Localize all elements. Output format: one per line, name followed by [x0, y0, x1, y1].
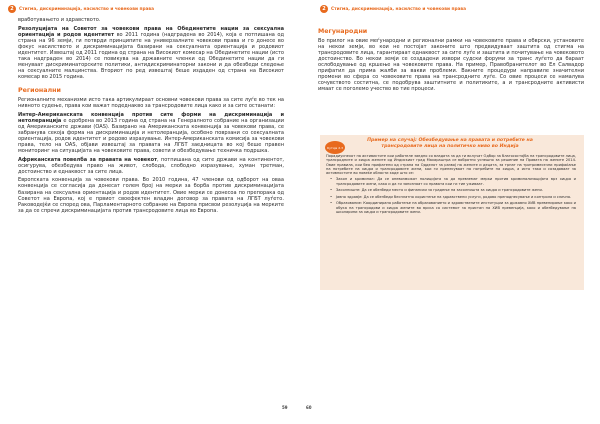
chapter-title: Стигма, дискриминација, насилство и човекови права	[331, 6, 467, 12]
box-title: Пример на случај: Обезбедување на правата и потребите на трансродовите лица на политичко ниво во Индија	[367, 138, 533, 149]
case-study-box	[320, 135, 584, 290]
box-intro: Порадиуспехот на активистите кои работеле заедно со владата за да ги вклучат Одбор за благосостојба на трансродовите лица, трансродните и хиџра жените од Индискиот град Махараштра се вобратно успешно за решение на Правата на жените 2014. Овие правила, кои беа прифатени од страна на Одделот за развој на жените и децата, за трпат на тритримесечни прифаќање на потребите на хиџра и трансродовите жени, кои ги пренесуваат на потребите на хиџра, а исто така и созадоваат за активностите во повеќе области каде што се:	[326, 154, 576, 176]
chapter-title: Стигма, дискриминација, насилство и човекови права	[19, 6, 155, 12]
page-number: 60	[306, 405, 312, 410]
paragraph: Регионалните механизми исто така артикулираат основни човекови права за сите луѓе во тек на нивното судење, права кои важат подеднакво за трансродовите лица како и за сите останати:	[18, 97, 284, 110]
right-page	[300, 0, 600, 424]
paragraph: Африканската повелба за правата на човекот, потпишана од сите држави на континентот, осигурува, обезбедува право на живот, слобода, слободно изразување, хуман третман, достоинство и еднаквост за сите лица.	[18, 156, 284, 175]
paragraph: Европската конвенција за човекови права. Во 2010 година, 47 членови од одборот на оваа конвенција се согласија да донесат голем број на мерки за борба против дискриминацијата базирана на сексуална ориентација и родов идентитет. Овие мерки се донесоа по препорака од Советот на Европа, кој е првиот своефектен владин договор за правата на ЛГБТ луѓето. Раководејќи се според ова, Парламентарното собрание на Европа присвои резолуција на мерките за да се спречи дискриминацијата против трансродовите лица во Европа.	[18, 177, 284, 214]
box-body	[326, 154, 576, 216]
chapter-header	[8, 5, 154, 13]
chapter-header	[320, 5, 466, 13]
chapter-number: 2	[8, 5, 16, 13]
list-item: • Закон и криминал: Да се оневозможат полицијата за да превземат мерки против криминализацијата врз хиџра и трансродовите жени, како и да ги запознаат со правата кои ги тие уживаат.	[336, 177, 576, 186]
box-list	[326, 177, 576, 214]
list-item: • Јавно здравје: Да се обезбеди бесплатно користење на здравствени услуги, родово преподнесување и контрола и слично.	[336, 195, 576, 199]
section-heading: Мегународни	[318, 28, 368, 35]
left-column	[18, 17, 284, 216]
chapter-number: 2	[320, 5, 328, 13]
list-item: • Засолниште: Да се обезбеди место и финансии за градење на засолништа за хиџра и трансродовите жени.	[336, 188, 576, 192]
paragraph: Интер-Американската конвенција против сите форми на дискриминација и нетолеранција е одобрена во 2013 година од страна на Генералното собрание на организации од Американските држави (OAS). Базирано на Американската конвенција за човекови права, се забранува секоја форма на дискриминација и нетолеранција, особено поврзани со сексуалната ориентација, родов идентитет и родово изразување. Интер-Американската комисија за човекови права, тело на OAS, објави извештај за правата на ЛГБТ заедницата во кој беше правен мониторинг на ситуацијата на човековите права, совети и обезбедување техничка подршка.	[18, 111, 284, 155]
paragraph: Резолуцијата на Советот за човекови права на Обединетите нации за сексуална ориентација и родов идентитет во 2011 година (надградена во 2014), која е потпишана од страна на 96 земји, ги потврди принципите на универзалните човекови права и го донесе во фокус насилството и дискриминацијата базирани на сексуалната ориентација и родовиот идентитет. Извештај од 2011 година од страна на Високиот комесар на Обединетите нации (исто така надграден во 2014) се повикува на државните членки од Обединетите нации да ги менуваат дискриминаторските политики, антидискриминаторни закони и да обезбеди следење на сексуалните малцинства. Вториот по ред извештај беше издаден од страна на Високиот комесар во 2015 година.	[18, 25, 284, 81]
right-column	[318, 17, 584, 95]
paragraph: Во прилог на овие меѓународни и регионални рамки на човековите права и обврски, установите на некои земји, во кои не постојат законите што предвидуваат заштита од стигма на трансродовите лица, гарантираат еднаквост за сите луѓе и заштита и почитување на човековото достоинство. Во некои земји се создадени извори судски форуми за транс луѓето да бараат ослободување од кршење на човековите права. На пример, Правобранителот во Ел Салвадор прифатил да прима жалби за вакви проблеми. Вакните процедури направиле значителни промени во сфера со човековите права на трансродните луѓе. Со овие процеси се намалува сочувството соститна, се подобрува заштитните и политиките, а и трансродните активисти имаат се поголемо учество во тие процеси.	[318, 38, 584, 93]
list-item: • Образование: Координирано работење на образованието и здравствените институции за државно ХИВ превенирање како и обука на трансродови и хиџра жените во врска со системот за пристап на ХИВ превенција, како и обезбедување на школарини за хиџра и трансродовите жени.	[336, 201, 576, 214]
box-tab-label: Кутија 2.3	[325, 141, 345, 154]
page-number: 59	[282, 405, 288, 410]
section-heading: Регионални	[18, 87, 61, 95]
paragraph: вработувањето и здравството.	[18, 17, 101, 23]
